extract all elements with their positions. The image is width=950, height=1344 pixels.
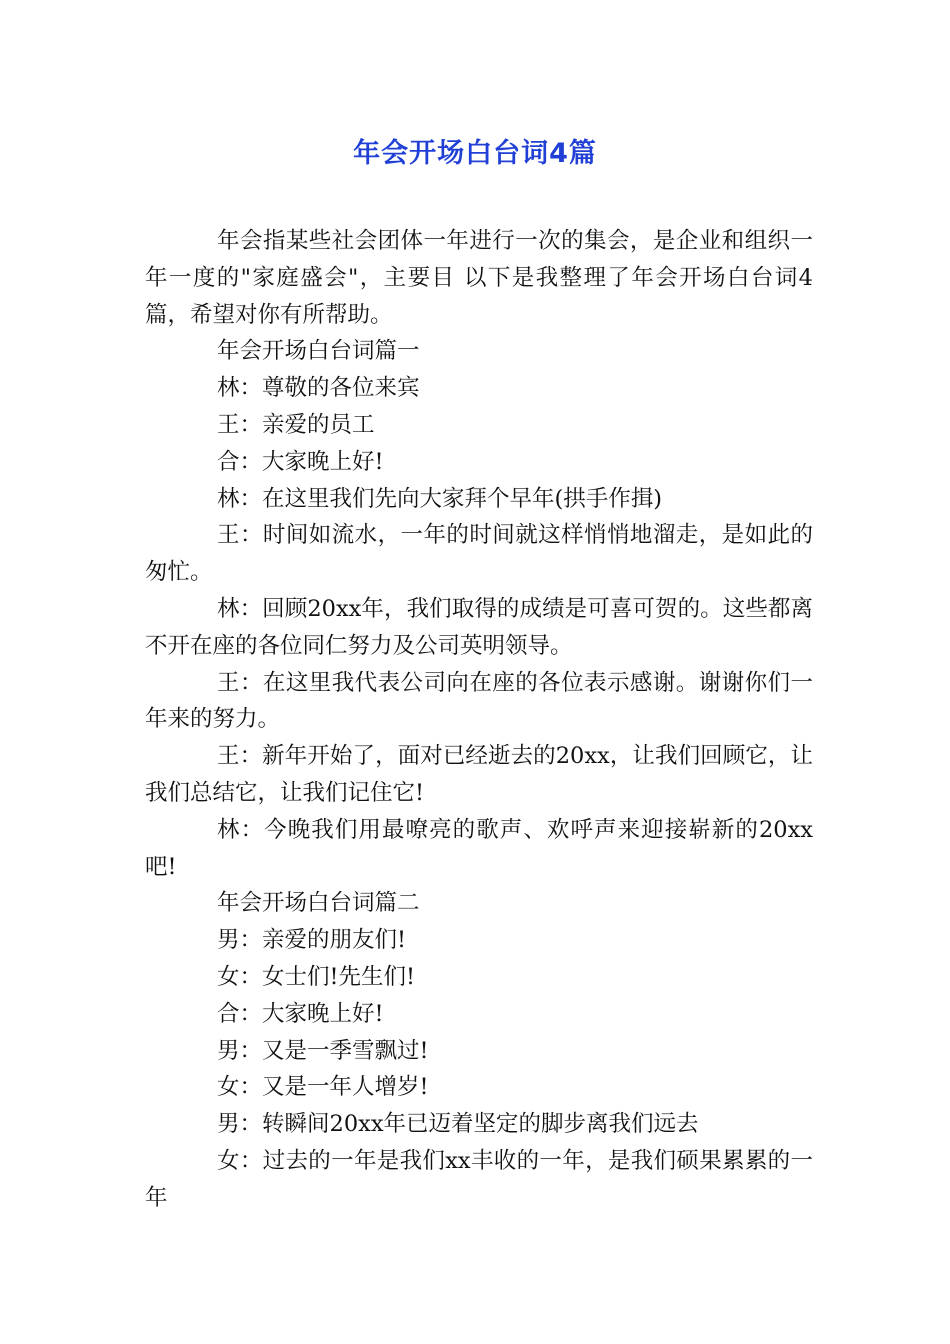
- section-heading-1: 年会开场白台词篇一: [217, 338, 420, 365]
- dialogue-line: 女：过去的一年是我们xx丰收的一年，是我们硕果累累的一年: [145, 1147, 813, 1211]
- dialogue-line: 合：大家晚上好!: [217, 448, 384, 475]
- document-title: 年会开场白台词4篇: [353, 138, 597, 169]
- dialogue-line: 林：尊敬的各位来宾: [217, 375, 420, 402]
- dialogue-line: 林：今晚我们用最嘹亮的歌声、欢呼声来迎接崭新的20xx吧!: [145, 816, 813, 880]
- dialogue-line: 女：又是一年人增岁!: [217, 1074, 429, 1101]
- dialogue-line: 男：亲爱的朋友们!: [217, 927, 407, 954]
- dialogue-line: 林：回顾20xx年，我们取得的成绩是可喜可贺的。这些都离不开在座的各位同仁努力及公司英明领导。: [145, 595, 813, 659]
- dialogue-line: 王：新年开始了，面对已经逝去的20xx，让我们回顾它，让我们总结它，让我们记住它!: [145, 743, 813, 806]
- section-heading-2: 年会开场白台词篇二: [217, 890, 420, 917]
- dialogue-line: 林：在这里我们先向大家拜个早年(拱手作揖): [217, 485, 663, 512]
- dialogue-line: 男：转瞬间20xx年已迈着坚定的脚步离我们远去: [217, 1111, 699, 1138]
- document-body: [145, 223, 813, 1217]
- paragraph-intro: 年会指某些社会团体一年进行一次的集会，是企业和组织一年一度的"家庭盛会"，主要目 以下是我整理了年会开场白台词4篇，希望对你有所帮助。: [145, 228, 813, 328]
- dialogue-line: 王：亲爱的员工: [217, 411, 375, 438]
- dialogue-line: 合：大家晚上好!: [217, 1000, 384, 1027]
- dialogue-line: 男：又是一季雪飘过!: [217, 1037, 429, 1064]
- dialogue-line: 王：在这里我代表公司向在座的各位表示感谢。谢谢你们一年来的努力。: [145, 669, 813, 733]
- dialogue-line: 王：时间如流水，一年的时间就这样悄悄地溜走，是如此的匆忙。: [145, 522, 813, 586]
- dialogue-line: 女：女士们!先生们!: [217, 963, 416, 990]
